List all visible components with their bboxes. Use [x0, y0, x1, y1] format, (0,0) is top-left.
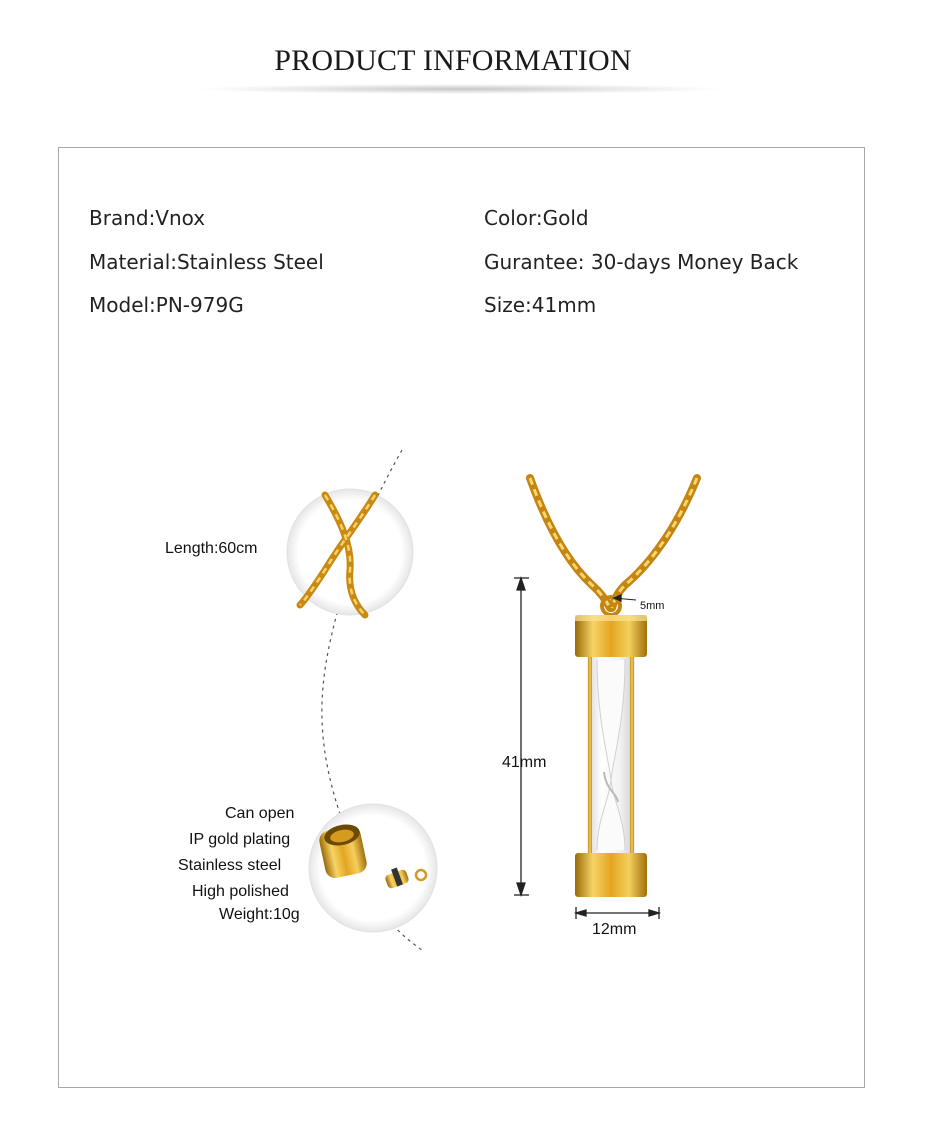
bail-dimension-label: 5mm [640, 600, 665, 612]
spec-material: Material:Stainless Steel [89, 250, 324, 274]
chain-detail-circle [287, 489, 413, 615]
spec-brand: Brand:Vnox [89, 206, 206, 230]
feature-high-polished: High polished [192, 883, 289, 900]
feature-stainless-steel: Stainless steel [178, 857, 282, 874]
spec-size: Size:41mm [484, 293, 597, 317]
hourglass-pendant [575, 615, 647, 897]
feature-can-open: Can open [225, 805, 295, 822]
feature-weight: Weight:10g [219, 906, 300, 923]
open-pendant-detail-circle [309, 804, 437, 932]
feature-ip-gold-plating: IP gold plating [189, 831, 291, 848]
spec-guarantee: Gurantee: 30-days Money Back [484, 250, 799, 274]
spec-color: Color:Gold [484, 206, 589, 230]
width-dimension-label: 12mm [592, 921, 637, 938]
page-title: PRODUCT INFORMATION [274, 44, 632, 77]
length-callout: Length:60cm [165, 540, 258, 557]
height-dimension-label: 41mm [502, 754, 547, 771]
main-chain [530, 478, 697, 615]
spec-model: Model:PN-979G [89, 293, 244, 317]
